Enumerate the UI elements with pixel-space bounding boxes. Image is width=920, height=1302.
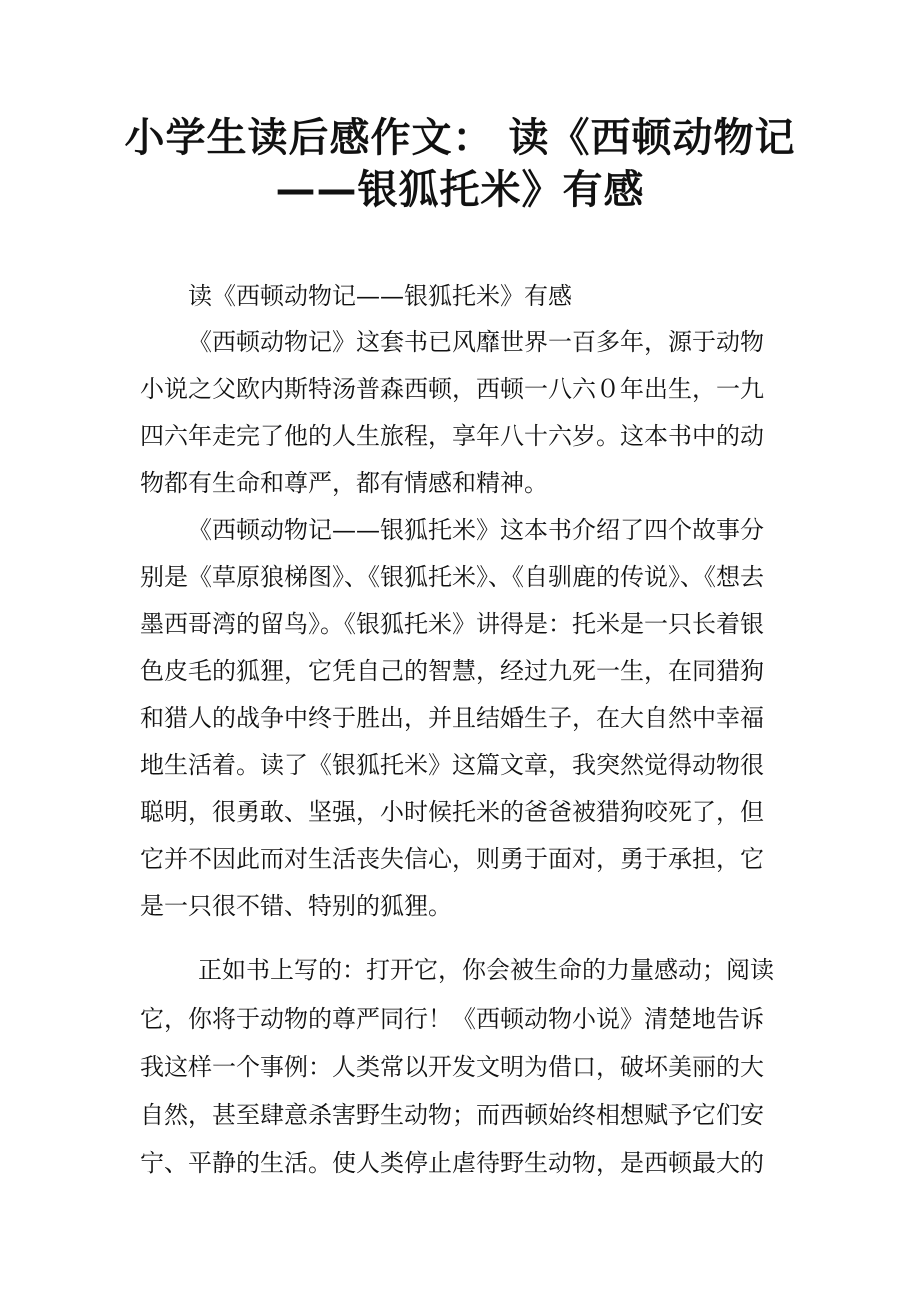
subtitle-line: 读《西顿动物记——银狐托米》有感 <box>188 282 572 310</box>
title-line-1: 小学生读后感作文： 读《西顿动物记 <box>124 115 796 161</box>
paragraph-1-line-1: 《西顿动物记》这套书已风靡世界一百多年，源于动物 <box>188 328 764 356</box>
paragraph-2-line-6: 地生活着。读了《银狐托米》这篇文章，我突然觉得动物很 <box>140 751 764 779</box>
paragraph-1-line-2: 小说之父欧内斯特汤普森西顿，西顿一八六０年出生，一九 <box>140 375 764 403</box>
paragraph-3-line-1: 正如书上写的：打开它，你会被生命的力量感动；阅读 <box>198 956 774 984</box>
paragraph-2-line-4: 色皮毛的狐狸，它凭自己的智慧，经过九死一生，在同猎狗 <box>140 657 764 685</box>
paragraph-3-line-5: 宁、平静的生活。使人类停止虐待野生动物，是西顿最大的 <box>140 1149 764 1177</box>
paragraph-2-line-8: 它并不因此而对生活丧失信心，则勇于面对，勇于承担，它 <box>140 845 764 873</box>
paragraph-1-line-4: 物都有生命和尊严，都有情感和精神。 <box>140 469 548 497</box>
paragraph-2-line-9: 是一只很不错、特别的狐狸。 <box>140 892 452 920</box>
title-line-2: ——银狐托米》有感 <box>275 167 645 213</box>
paragraph-2-line-3: 墨西哥湾的留鸟》。《银狐托米》讲得是：托米是一只长着银 <box>140 610 764 638</box>
paragraph-2-line-2: 别是《草原狼梯图》、《银狐托米》、《自驯鹿的传说》、《想去 <box>140 563 764 591</box>
paragraph-3-line-3: 我这样一个事例：人类常以开发文明为借口，破坏美丽的大 <box>140 1053 764 1081</box>
paragraph-2-line-7: 聪明，很勇敢、坚强，小时候托米的爸爸被猎狗咬死了，但 <box>140 798 764 826</box>
paragraph-2-line-1: 《西顿动物记——银狐托米》这本书介绍了四个故事分 <box>188 516 764 544</box>
paragraph-3-line-4: 自然，甚至肆意杀害野生动物；而西顿始终相想赋予它们安 <box>140 1101 764 1129</box>
paragraph-1-line-3: 四六年走完了他的人生旅程，享年八十六岁。这本书中的动 <box>140 422 764 450</box>
paragraph-2-line-5: 和猎人的战争中终于胜出，并且结婚生子，在大自然中幸福 <box>140 704 764 732</box>
paragraph-3-line-2: 它，你将于动物的尊严同行！《西顿动物小说》清楚地告诉 <box>140 1005 764 1033</box>
